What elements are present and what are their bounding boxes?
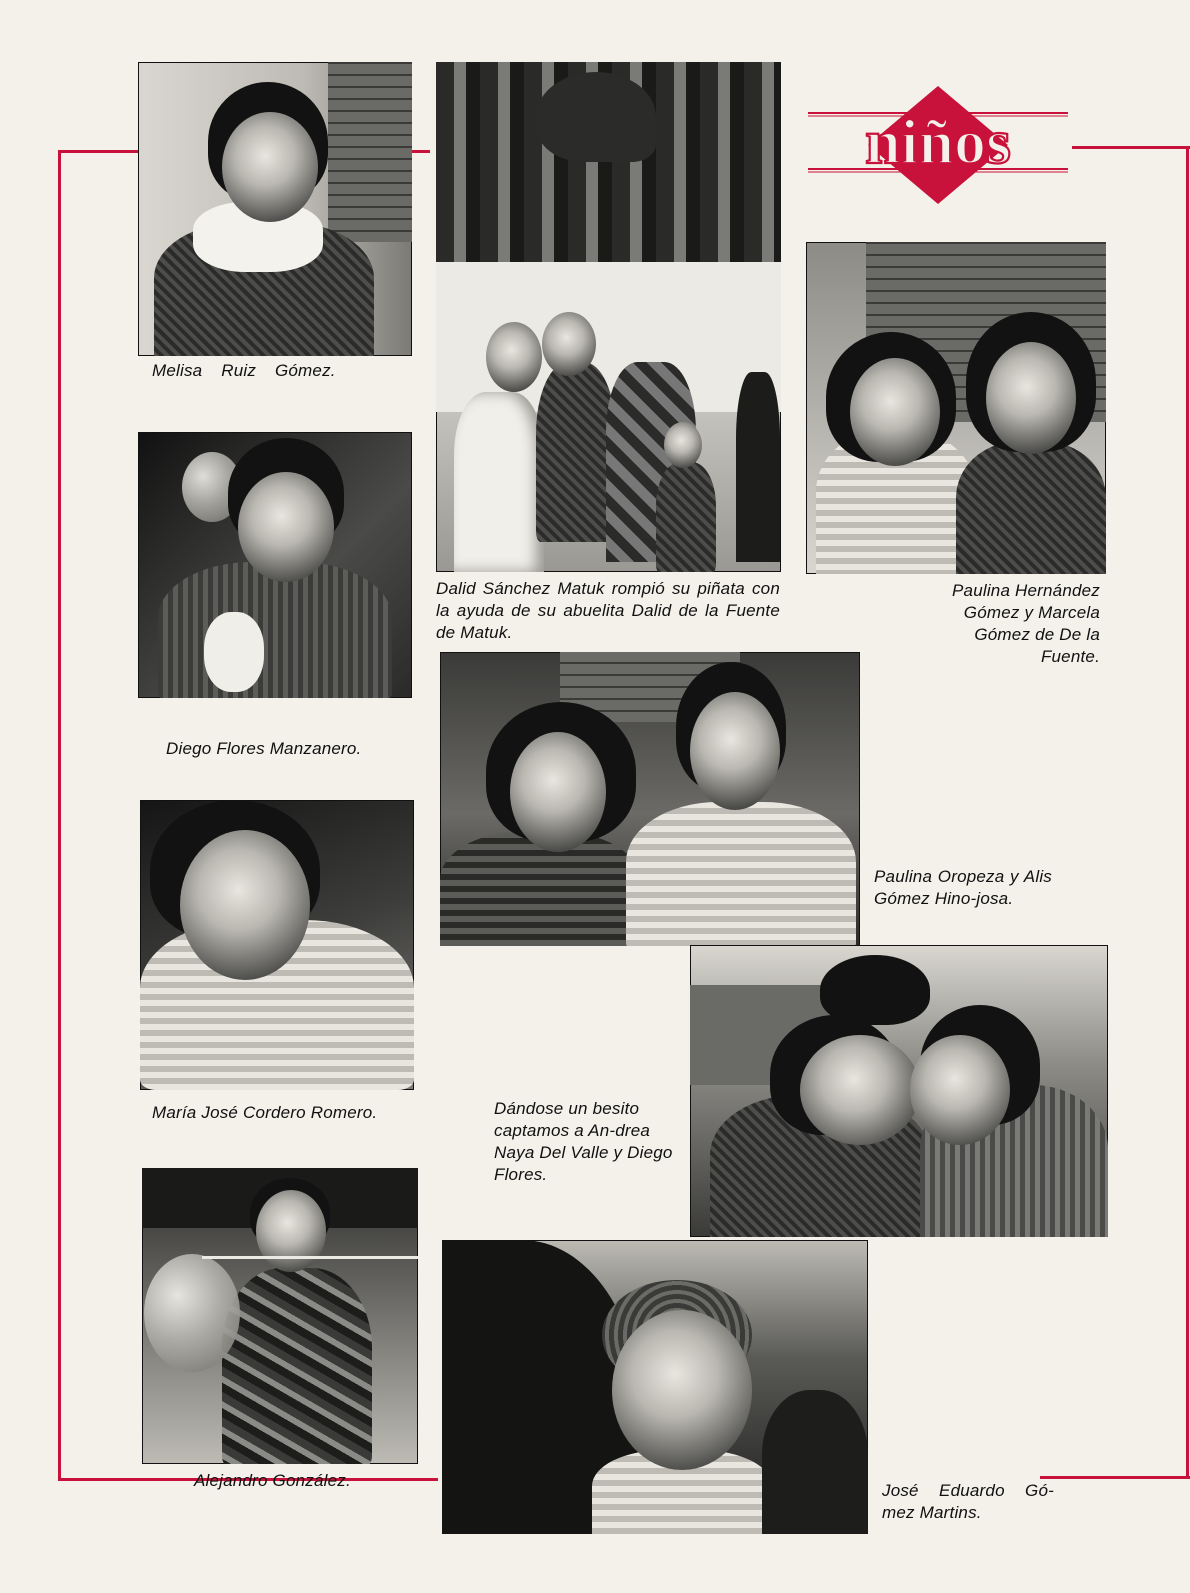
photo-diego <box>138 432 412 698</box>
caption-paulina-hernandez: Paulina Hernández Gómez y Marcela Gómez de De la Fuente. <box>952 581 1100 666</box>
frame-top-right <box>1072 146 1190 149</box>
caption-alejandro: Alejandro González. <box>194 1471 351 1490</box>
caption-diego: Diego Flores Manzanero. <box>166 739 362 758</box>
frame-left <box>58 150 61 1480</box>
photo-maria-jose <box>140 800 414 1090</box>
photo-besito <box>690 945 1108 1237</box>
caption-melisa: Melisa Ruiz Gómez. <box>152 361 336 380</box>
photo-pinata <box>436 62 781 572</box>
frame-right <box>1186 146 1189 1479</box>
caption-maria-jose: María José Cordero Romero. <box>152 1103 378 1122</box>
photo-alejandro <box>142 1168 418 1464</box>
photo-jose-eduardo <box>442 1240 868 1534</box>
frame-bottom-right <box>1040 1476 1190 1479</box>
caption-paulina-oropeza: Paulina Oropeza y Alis Gómez Hino-josa. <box>874 867 1052 908</box>
caption-jose-eduardo: José Eduardo Gó-mez Martins. <box>882 1481 1054 1522</box>
photo-melisa <box>138 62 412 356</box>
frame-top-left <box>58 150 138 153</box>
photo-paulina-oropeza <box>440 652 860 946</box>
section-title: niños <box>865 106 1011 177</box>
caption-besito: Dándose un besito captamos a An-drea Naya Del Valle y Diego Flores. <box>494 1099 673 1184</box>
section-logo <box>808 86 1068 204</box>
photo-paulina-hernandez <box>806 242 1106 574</box>
caption-pinata: Dalid Sánchez Matuk rompió su piñata con la ayuda de su abuelita Dalid de la Fuente de Matuk. <box>436 579 780 642</box>
